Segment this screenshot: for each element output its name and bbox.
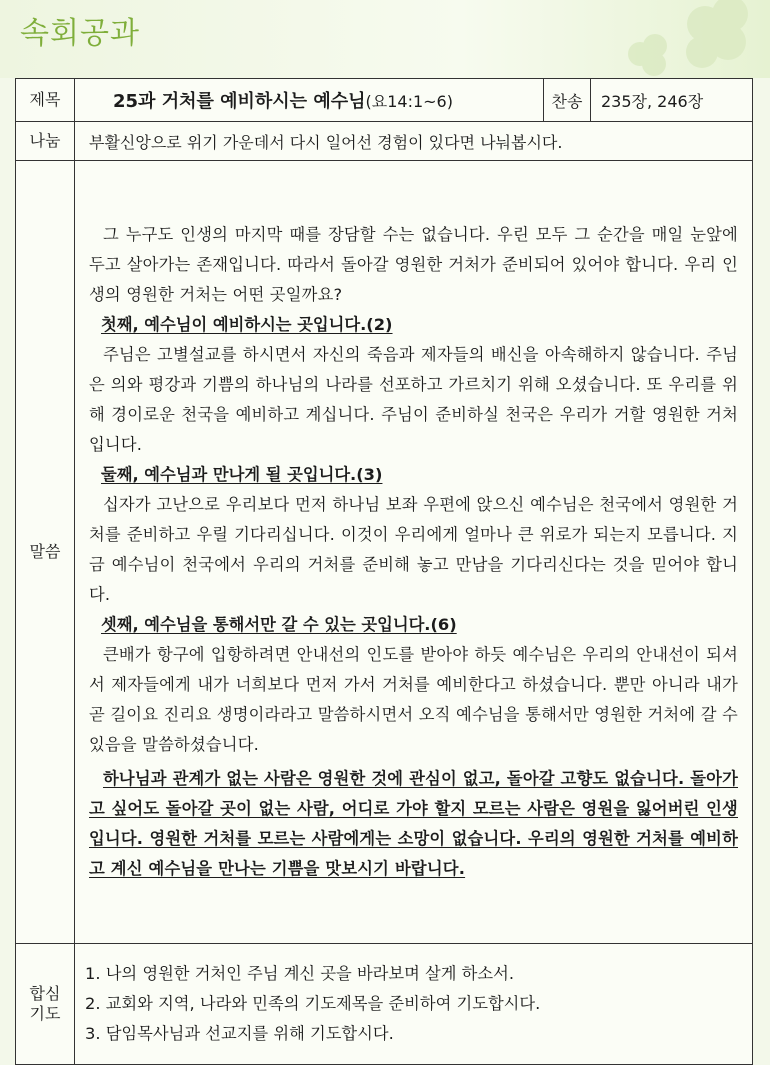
sermon-conclusion: 하나님과 관계가 없는 사람은 영원한 것에 관심이 없고, 돌아갈 고향도 없습니다. 돌아가고 싶어도 돌아갈 곳이 없는 사람, 어디로 가야 할지 모르는 사람은 영원을 잃어버린 인생입니다. 영원한 거처를 모르는 사람에게는 소망이 없습니다. 우리의 영원한 거처를 예비하고 계신 예수님을 만나는 기쁨을 맛보시기 바랍니다. (89, 769, 738, 878)
prayer-list (85, 959, 742, 1049)
header-band (0, 0, 770, 78)
share-row (16, 122, 753, 161)
lesson-title: 25과 거처를 예비하시는 예수님 (113, 91, 366, 112)
share-text: 부활신앙으로 위기 가운데서 다시 일어선 경험이 있다면 나눠봅시다. (75, 122, 753, 161)
prayer-label (16, 944, 75, 1065)
prayer-item: 2. 교회와 지역, 나라와 민족의 기도제목을 준비하여 기도합시다. (85, 994, 541, 1013)
prayer-item: 1. 나의 영원한 거처인 주님 계신 곳을 바라보며 살게 하소서. (85, 964, 515, 983)
lesson-table (15, 78, 753, 1065)
scripture-reference: (요14:1~6) (365, 92, 453, 111)
point-body: 주님은 고별설교를 하시면서 자신의 죽음과 제자들의 배신을 아속해하지 않습니다. 주님은 의와 평강과 기쁨의 하나님의 나라를 선포하고 가르치기 위해 오셨습니다. 또 우리를 위해 경이로운 천국을 예비하고 계십니다. 주님이 준비하실 천국은 우리가 거할 영원한 거처입니다. (89, 345, 738, 454)
sermon-body (75, 161, 753, 944)
title-label: 제목 (16, 79, 75, 122)
prayer-item: 3. 담임목사님과 선교지를 위해 기도합시다. (85, 1024, 394, 1043)
point-heading: 첫째, 예수님이 예비하시는 곳입니다.(2) (101, 315, 393, 334)
section-title: 속회공과 (20, 16, 140, 51)
hymn-value: 235장, 246장 (591, 79, 753, 122)
prayer-label-line: 기도 (29, 1004, 61, 1023)
point-heading: 셋째, 예수님을 통해서만 갈 수 있는 곳입니다.(6) (101, 615, 457, 634)
point-heading: 둘째, 예수님과 만나게 될 곳입니다.(3) (101, 465, 383, 484)
sermon-label: 말씀 (16, 161, 75, 944)
point-body: 큰배가 항구에 입항하려면 안내선의 인도를 받아야 하듯 예수님은 우리의 안내선이 되셔서 제자들에게 내가 너희보다 먼저 가서 거처를 예비한다고 하셨습니다. 뿐만 아니라 내가 곧 길이요 진리요 생명이라라고 말씀하시면서 오직 예수님을 통해서만 영원한 거처에 갈 수 있음을 말씀하셨습니다. (89, 645, 738, 754)
point-body: 십자가 고난으로 우리보다 먼저 하나님 보좌 우편에 앉으신 예수님은 천국에서 영원한 거처를 준비하고 우릴 기다리십니다. 이것이 우리에게 얼마나 큰 위로가 되는지 모릅니다. 지금 예수님이 천국에서 우리의 거처를 준비해 놓고 만남을 기다리신다는 것을 믿어야 합니다. (89, 495, 738, 604)
hymn-label: 찬송 (544, 79, 591, 122)
title-row (16, 79, 753, 122)
share-label: 나눔 (16, 122, 75, 161)
clover-decoration-icon (610, 0, 760, 84)
prayer-row (16, 944, 753, 1065)
lesson-title-cell (75, 79, 544, 122)
sermon-row (16, 161, 753, 944)
sermon-intro: 그 누구도 인생의 마지막 때를 장담할 수는 없습니다. 우린 모두 그 순간을 매일 눈앞에 두고 살아가는 존재입니다. 따라서 돌아갈 영원한 거처가 준비되어 있어야 합니다. 우리 인생의 영원한 거처는 어떤 곳일까요? (89, 225, 738, 304)
prayer-list-cell (75, 944, 753, 1065)
prayer-label-line: 합심 (29, 984, 61, 1003)
